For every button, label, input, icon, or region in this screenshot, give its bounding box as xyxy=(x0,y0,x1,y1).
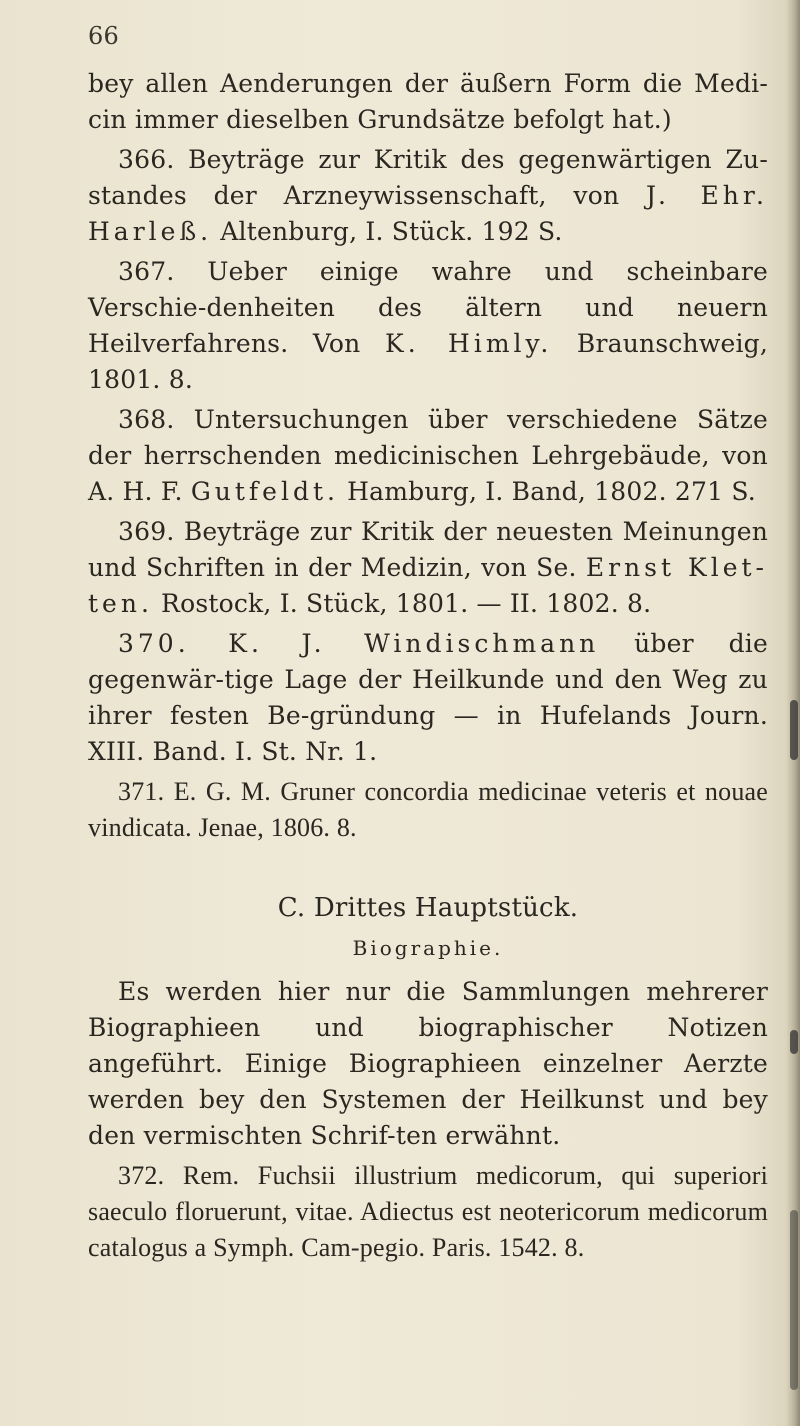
entry-text: 369. Beyträge zur Kritik der neuesten Meinungen und Schriften in der Medizin, von Se. xyxy=(88,517,768,582)
page-number: 66 xyxy=(88,22,119,50)
entry-371: 371. E. G. M. Gruner concordia medicinae veteris et nouae vindicata. Jenae, 1806. 8. xyxy=(88,777,768,842)
edge-stain xyxy=(790,1210,798,1390)
section-heading: C. Drittes Hauptstück. xyxy=(277,893,579,923)
entry-publication: Braunschweig, 1801. 8. xyxy=(88,329,768,394)
entry-366 xyxy=(88,142,768,250)
entry-publication: Hamburg, I. Band, 1802. 271 S. xyxy=(347,477,756,506)
entry-368 xyxy=(88,402,768,510)
entry-author: Gutfeldt. xyxy=(190,477,339,506)
entry-367 xyxy=(88,254,768,398)
page-text xyxy=(88,18,768,1270)
entry-author: Ernst Klet-ten. xyxy=(88,553,768,618)
entry-text: über die gegenwär-tige Lage der Heilkunde und den Weg zu ihrer festen Be-gründung — in Hufelands Journ. XIII. Band. I. St. Nr. 1. xyxy=(88,629,768,766)
entry-publication: Altenburg, I. Stück. 192 S. xyxy=(220,217,563,246)
edge-stain xyxy=(790,700,798,760)
section-subheading: Biographie. xyxy=(352,936,504,960)
entry-text: 368. Untersuchungen über verschiedene Sätze der herrschenden medicinischen Lehrgebäude, von A. H. F. xyxy=(88,405,768,506)
entry-370 xyxy=(88,626,768,770)
intro-paragraph: bey allen Aenderungen der äußern Form die Medi-cin immer dieselben Grundsätze befolgt hat.) xyxy=(88,69,768,134)
section-body: Es werden hier nur die Sammlungen mehrerer Biographieen und biographischer Notizen angeführt. Einige Biographieen einzelner Aerzte werden bey den Systemen der Heilkunst und bey den vermischten Schrif-ten erwähnt. xyxy=(88,977,768,1150)
entry-text: 367. Ueber einige wahre und scheinbare Verschie-denheiten des ältern und neuern Heilverfahrens. Von xyxy=(88,257,768,358)
entry-text: 366. Beyträge zur Kritik des gegenwärtigen Zu-standes der Arzneywissenschaft, von xyxy=(88,145,768,210)
entry-author: J. Ehr. Harleß. xyxy=(88,181,768,246)
entry-author: 370. K. J. Windischmann xyxy=(118,629,600,658)
edge-stain xyxy=(790,1030,798,1054)
entry-372: 372. Rem. Fuchsii illustrium medicorum, qui superiori saeculo floruerunt, vitae. Adiectus est neotericorum medicorum catalogus a Symph. Cam-pegio. Paris. 1542. 8. xyxy=(88,1161,768,1262)
entry-author: K. Himly. xyxy=(385,329,553,358)
entry-publication: Rostock, I. Stück, 1801. — II. 1802. 8. xyxy=(161,589,652,618)
entry-369 xyxy=(88,514,768,622)
page-edge xyxy=(786,0,800,1426)
